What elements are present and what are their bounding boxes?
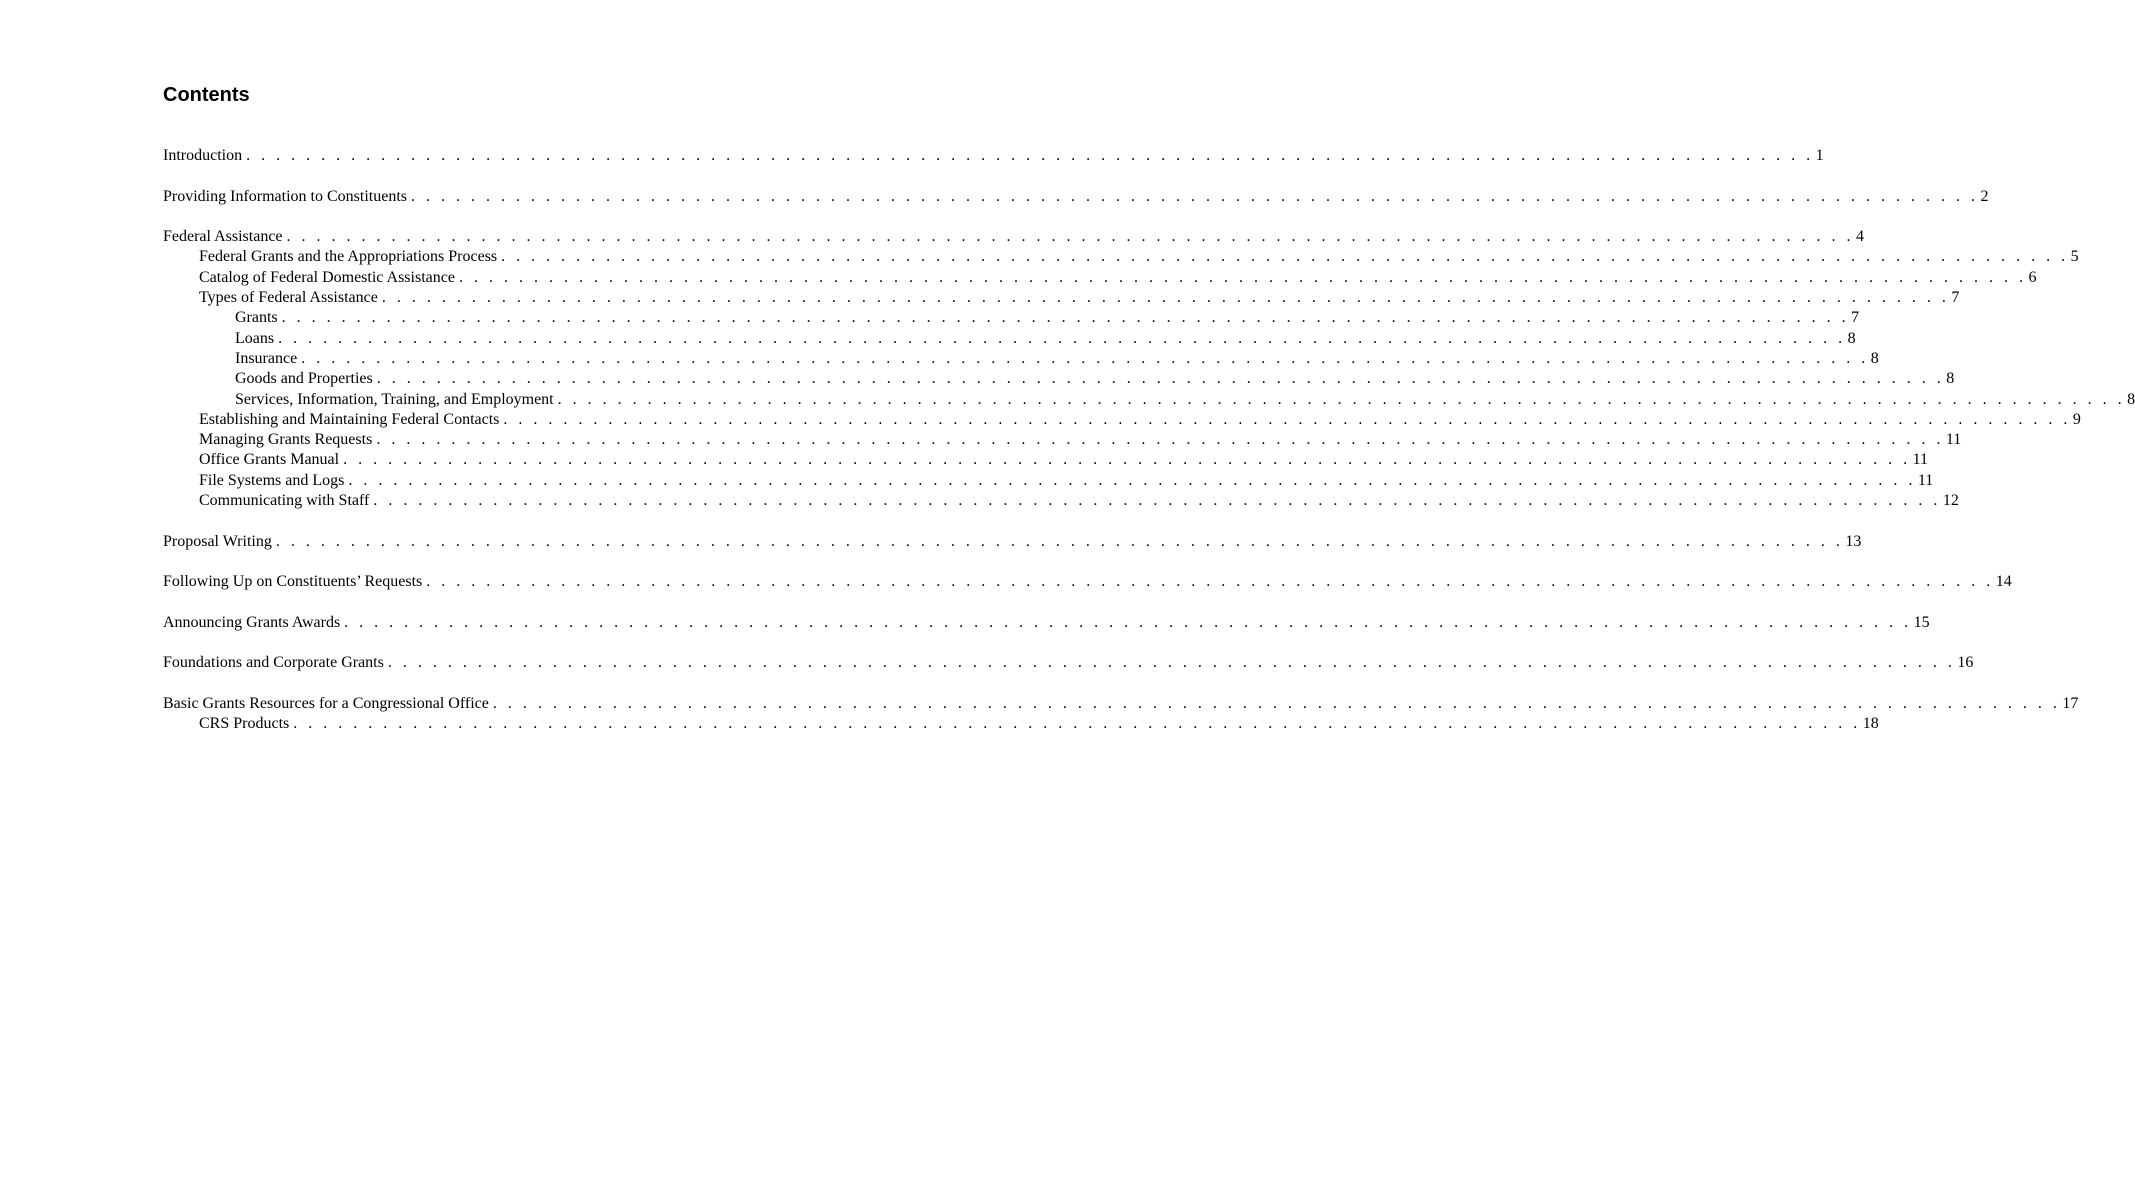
toc-entry[interactable]: [163, 714, 1879, 734]
toc-page-number: 9: [2072, 410, 2081, 428]
toc-entry[interactable]: [163, 390, 2135, 410]
toc-entry[interactable]: [163, 146, 1824, 166]
toc-entry[interactable]: [163, 288, 1960, 308]
toc-dot-leader: . . . . . . . . . . . . . . . . . . . . . . . . . . . . . . . . . . . . . . . . . . . . . . . . . . . . . . . . . . . . . . . . . . . . . . . . . . . . . . . . . . . . . . . . . . . . . . . . . . . . . . . . .: [557, 390, 2126, 408]
toc-entry-title: Communicating with Staff: [199, 492, 370, 510]
toc-page-number: 5: [2070, 248, 2079, 266]
toc-dot-leader: . . . . . . . . . . . . . . . . . . . . . . . . . . . . . . . . . . . . . . . . . . . . . . . . . . . . . . . . . . . . . . . . . . . . . . . . . . . . . . . . . . . . . . . . . . . . . . . . . . . . . . . . .: [344, 613, 1912, 631]
toc-entry[interactable]: [163, 268, 2037, 288]
toc-entry-title: Goods and Properties: [235, 370, 373, 388]
toc-entry-title: Types of Federal Assistance: [199, 289, 378, 307]
toc-page-number: 18: [1862, 715, 1879, 733]
toc-entry-title: Proposal Writing: [163, 532, 272, 550]
toc-entry-title: Insurance: [235, 349, 298, 367]
toc-page-number: 11: [1945, 431, 1962, 449]
toc-page-number: 8: [1946, 370, 1955, 388]
toc-page-number: 11: [1917, 471, 1934, 489]
toc-dot-leader: . . . . . . . . . . . . . . . . . . . . . . . . . . . . . . . . . . . . . . . . . . . . . . . . . . . . . . . . . . . . . . . . . . . . . . . . . . . . . . . . . . . . . . . . . . . . . . . . . . . . . . . . .: [501, 248, 2069, 266]
toc-dot-leader: . . . . . . . . . . . . . . . . . . . . . . . . . . . . . . . . . . . . . . . . . . . . . . . . . . . . . . . . . . . . . . . . . . . . . . . . . . . . . . . . . . . . . . . . . . . . . . . . . . . . . . . . .: [503, 410, 2071, 428]
toc-page-number: 2: [1980, 187, 1989, 205]
toc-page-number: 1: [1815, 147, 1824, 164]
toc-entry[interactable]: [163, 471, 1934, 491]
toc-entry[interactable]: [163, 450, 1929, 470]
toc-entry-title: Federal Grants and the Appropriations Process: [199, 248, 498, 266]
toc-page-number: 7: [1851, 309, 1860, 327]
toc-entry-title: Establishing and Maintaining Federal Contacts: [199, 410, 500, 428]
table-of-contents: [163, 146, 2135, 735]
toc-dot-leader: . . . . . . . . . . . . . . . . . . . . . . . . . . . . . . . . . . . . . . . . . . . . . . . . . . . . . . . . . . . . . . . . . . . . . . . . . . . . . . . . . . . . . . . . . . . . . . . . . . . . . . . . .: [293, 715, 1861, 733]
toc-dot-leader: . . . . . . . . . . . . . . . . . . . . . . . . . . . . . . . . . . . . . . . . . . . . . . . . . . . . . . . . . . . . . . . . . . . . . . . . . . . . . . . . . . . . . . . . . . . . . . . . . . . . . . . . .: [275, 532, 1844, 550]
toc-dot-leader: . . . . . . . . . . . . . . . . . . . . . . . . . . . . . . . . . . . . . . . . . . . . . . . . . . . . . . . . . . . . . . . . . . . . . . . . . . . . . . . . . . . . . . . . . . . . . . . . . . . . . . . . .: [343, 451, 1911, 469]
toc-entry-title: File Systems and Logs: [199, 471, 345, 489]
toc-entry[interactable]: [163, 227, 1865, 247]
toc-entry-title: Basic Grants Resources for a Congressional Office: [163, 695, 489, 713]
toc-entry[interactable]: [163, 187, 1989, 207]
toc-dot-leader: . . . . . . . . . . . . . . . . . . . . . . . . . . . . . . . . . . . . . . . . . . . . . . . . . . . . . . . . . . . . . . . . . . . . . . . . . . . . . . . . . . . . . . . . . . . . . . . . . . . . . . . . .: [411, 187, 1979, 205]
contents-heading: Contents: [163, 84, 250, 106]
toc-dot-leader: . . . . . . . . . . . . . . . . . . . . . . . . . . . . . . . . . . . . . . . . . . . . . . . . . . . . . . . . . . . . . . . . . . . . . . . . . . . . . . . . . . . . . . . . . . . . . . . . . . . . . . . . .: [381, 289, 1950, 307]
toc-entry-title: Providing Information to Constituents: [163, 187, 407, 205]
toc-entry-title: Grants: [235, 309, 278, 327]
toc-entry[interactable]: [163, 613, 1930, 633]
toc-entry[interactable]: [163, 349, 1879, 369]
toc-entry-title: Managing Grants Requests: [199, 431, 373, 449]
toc-dot-leader: . . . . . . . . . . . . . . . . . . . . . . . . . . . . . . . . . . . . . . . . . . . . . . . . . . . . . . . . . . . . . . . . . . . . . . . . . . . . . . . . . . . . . . . . . . . . . . . . . . . . . . . . .: [387, 654, 1956, 672]
toc-dot-leader: . . . . . . . . . . . . . . . . . . . . . . . . . . . . . . . . . . . . . . . . . . . . . . . . . . . . . . . . . . . . . . . . . . . . . . . . . . . . . . . . . . . . . . . . . . . . . . . . . . . . . . . . .: [348, 471, 1916, 489]
toc-entry[interactable]: [163, 329, 1856, 349]
toc-entry-title: Introduction: [163, 147, 243, 164]
toc-page-number: 17: [2062, 695, 2079, 713]
toc-entry-title: CRS Products: [199, 715, 290, 733]
toc-page-number: 12: [1942, 492, 1959, 510]
toc-entry-title: Following Up on Constituents’ Requests: [163, 573, 423, 591]
toc-dot-leader: . . . . . . . . . . . . . . . . . . . . . . . . . . . . . . . . . . . . . . . . . . . . . . . . . . . . . . . . . . . . . . . . . . . . . . . . . . . . . . . . . . . . . . . . . . . . . . . . . . . . . . . . .: [281, 309, 1850, 327]
toc-dot-leader: . . . . . . . . . . . . . . . . . . . . . . . . . . . . . . . . . . . . . . . . . . . . . . . . . . . . . . . . . . . . . . . . . . . . . . . . . . . . . . . . . . . . . . . . . . . . . . . . . . . . . . . . .: [246, 147, 1814, 164]
toc-page-number: 16: [1957, 654, 1974, 672]
toc-page-number: 4: [1856, 228, 1865, 246]
toc-page-number: 8: [1847, 329, 1856, 347]
toc-page-number: 8: [2127, 390, 2135, 408]
toc-entry[interactable]: [163, 694, 2079, 714]
toc-page-number: 8: [1870, 349, 1879, 367]
toc-dot-leader: . . . . . . . . . . . . . . . . . . . . . . . . . . . . . . . . . . . . . . . . . . . . . . . . . . . . . . . . . . . . . . . . . . . . . . . . . . . . . . . . . . . . . . . . . . . . . . . . . . . . . . . . .: [301, 349, 1869, 367]
toc-page-number: 6: [2028, 268, 2037, 286]
toc-entry[interactable]: [163, 653, 1974, 673]
toc-dot-leader: . . . . . . . . . . . . . . . . . . . . . . . . . . . . . . . . . . . . . . . . . . . . . . . . . . . . . . . . . . . . . . . . . . . . . . . . . . . . . . . . . . . . . . . . . . . . . . . . . . . . . . . . .: [373, 492, 1941, 510]
toc-entry[interactable]: [163, 247, 2079, 267]
toc-entry-title: Services, Information, Training, and Employment: [235, 390, 554, 408]
toc-entry[interactable]: [163, 491, 1959, 511]
toc-entry[interactable]: [163, 369, 1955, 389]
toc-dot-leader: . . . . . . . . . . . . . . . . . . . . . . . . . . . . . . . . . . . . . . . . . . . . . . . . . . . . . . . . . . . . . . . . . . . . . . . . . . . . . . . . . . . . . . . . . . . . . . . . . . . . . . . . .: [492, 695, 2061, 713]
toc-entry-title: Foundations and Corporate Grants: [163, 654, 384, 672]
toc-dot-leader: . . . . . . . . . . . . . . . . . . . . . . . . . . . . . . . . . . . . . . . . . . . . . . . . . . . . . . . . . . . . . . . . . . . . . . . . . . . . . . . . . . . . . . . . . . . . . . . . . . . . . . . . .: [426, 573, 1994, 591]
toc-page-number: 15: [1913, 613, 1930, 631]
toc-dot-leader: . . . . . . . . . . . . . . . . . . . . . . . . . . . . . . . . . . . . . . . . . . . . . . . . . . . . . . . . . . . . . . . . . . . . . . . . . . . . . . . . . . . . . . . . . . . . . . . . . . . . . . . . .: [376, 431, 1944, 449]
toc-entry-title: Office Grants Manual: [199, 451, 340, 469]
toc-page-number: 11: [1912, 451, 1929, 469]
toc-entry[interactable]: [163, 532, 1862, 552]
toc-entry-title: Announcing Grants Awards: [163, 613, 341, 631]
toc-entry[interactable]: [163, 308, 1860, 328]
toc-entry-title: Loans: [235, 329, 275, 347]
toc-entry-title: Catalog of Federal Domestic Assistance: [199, 268, 455, 286]
toc-entry-title: Federal Assistance: [163, 228, 283, 246]
toc-page-number: 14: [1995, 573, 2012, 591]
toc-entry[interactable]: [163, 410, 2081, 430]
toc-entry[interactable]: [163, 572, 2012, 592]
toc-page-number: 7: [1951, 289, 1960, 307]
toc-dot-leader: . . . . . . . . . . . . . . . . . . . . . . . . . . . . . . . . . . . . . . . . . . . . . . . . . . . . . . . . . . . . . . . . . . . . . . . . . . . . . . . . . . . . . . . . . . . . . . . . . . . . . . . . .: [278, 329, 1846, 347]
toc-page-number: 13: [1845, 532, 1862, 550]
toc-dot-leader: . . . . . . . . . . . . . . . . . . . . . . . . . . . . . . . . . . . . . . . . . . . . . . . . . . . . . . . . . . . . . . . . . . . . . . . . . . . . . . . . . . . . . . . . . . . . . . . . . . . . . . . . .: [458, 268, 2027, 286]
toc-dot-leader: . . . . . . . . . . . . . . . . . . . . . . . . . . . . . . . . . . . . . . . . . . . . . . . . . . . . . . . . . . . . . . . . . . . . . . . . . . . . . . . . . . . . . . . . . . . . . . . . . . . . . . . . .: [376, 370, 1945, 388]
toc-dot-leader: . . . . . . . . . . . . . . . . . . . . . . . . . . . . . . . . . . . . . . . . . . . . . . . . . . . . . . . . . . . . . . . . . . . . . . . . . . . . . . . . . . . . . . . . . . . . . . . . . . . . . . . . .: [286, 228, 1855, 246]
toc-entry[interactable]: [163, 430, 1962, 450]
